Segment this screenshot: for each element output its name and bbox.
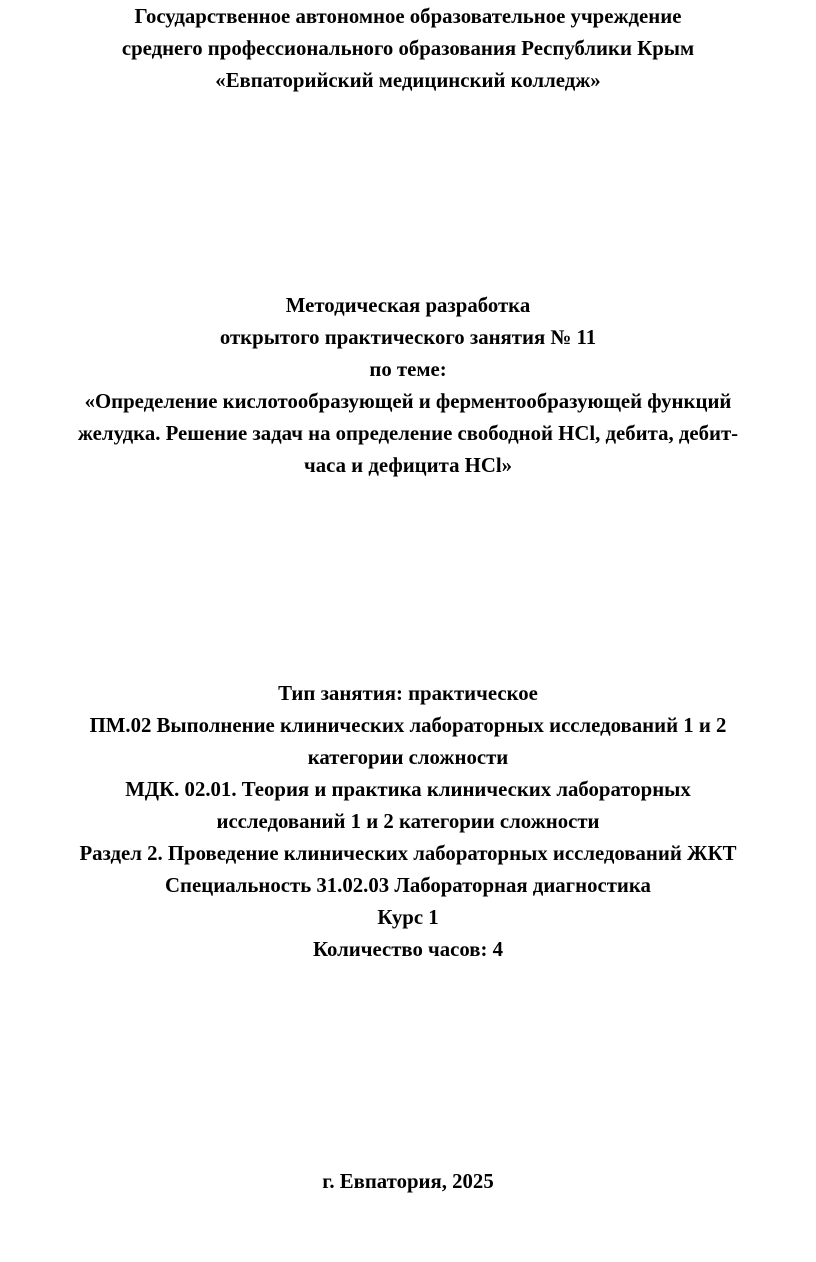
title-line-5: желудка. Решение задач на определение свободной НСl, дебита, дебит- — [77, 422, 739, 445]
info-line-4: МДК. 02.01. Теория и практика клинических лабораторных — [125, 778, 691, 801]
institution-header — [0, 1, 816, 97]
header-line-1: Государственное автономное образовательное учреждение — [134, 5, 682, 28]
footer-line: г. Евпатория, 2025 — [322, 1170, 494, 1193]
info-line-3: категории сложности — [307, 746, 509, 769]
info-line-8: Курс 1 — [377, 906, 439, 929]
info-line-6: Раздел 2. Проведение клинических лабораторных исследований ЖКТ — [79, 842, 737, 865]
lesson-info — [0, 678, 816, 966]
title-line-1: Методическая разработка — [285, 294, 531, 317]
title-line-3: по теме: — [369, 358, 447, 381]
place-and-year — [0, 1166, 816, 1198]
info-line-5: исследований 1 и 2 категории сложности — [216, 810, 600, 833]
header-line-3: «Евпаторийский медицинский колледж» — [215, 69, 601, 92]
info-line-7: Специальность 31.02.03 Лабораторная диагностика — [165, 874, 651, 897]
title-line-6: часа и дефицита НСl» — [303, 454, 513, 477]
header-line-2: среднего профессионального образования Республики Крым — [121, 37, 695, 60]
info-line-9: Количество часов: 4 — [312, 938, 503, 961]
title-line-2: открытого практического занятия № 11 — [219, 326, 597, 349]
info-line-1: Тип занятия: практическое — [278, 682, 538, 705]
info-line-2: ПМ.02 Выполнение клинических лабораторных исследований 1 и 2 — [89, 714, 727, 737]
document-title — [0, 290, 816, 482]
title-line-4: «Определение кислотообразующей и ферментообразующей функций — [84, 390, 732, 413]
